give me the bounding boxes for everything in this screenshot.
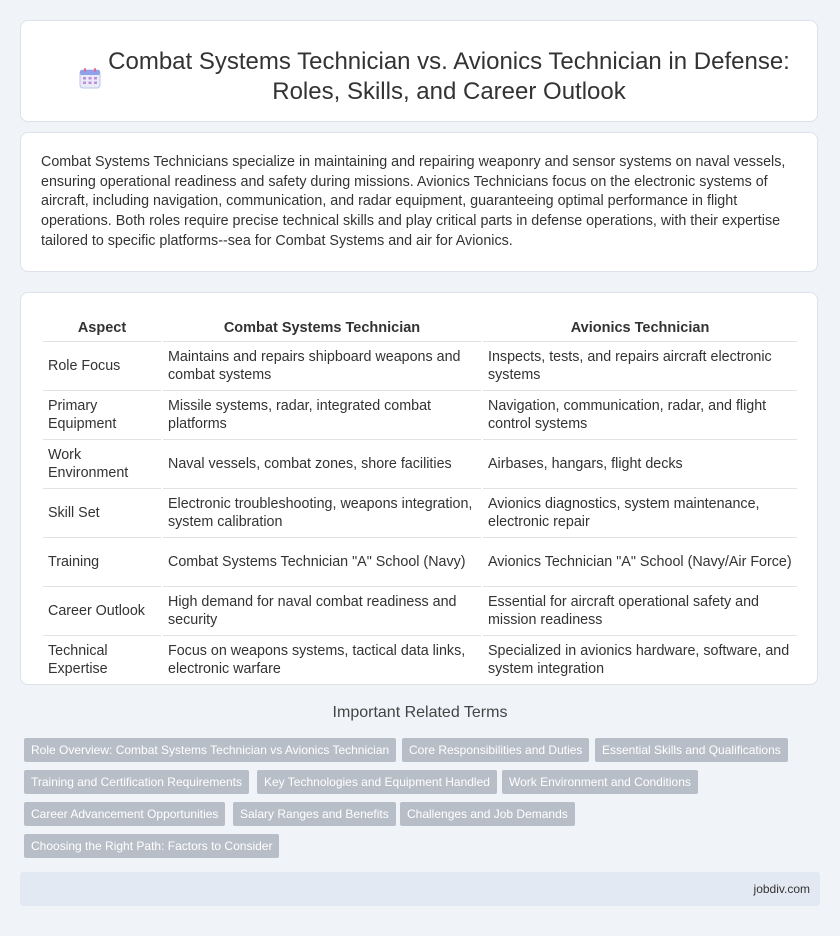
table-row: [43, 587, 797, 636]
cell-aspect: Role Focus: [43, 342, 161, 391]
cell-avionics: Inspects, tests, and repairs aircraft electronic systems: [483, 342, 797, 391]
cell-aspect: Training: [43, 538, 161, 587]
calendar-grid-icon: [79, 67, 101, 89]
cell-combat-systems: Naval vessels, combat zones, shore facilities: [163, 440, 481, 489]
cell-combat-systems: Maintains and repairs shipboard weapons and combat systems: [163, 342, 481, 391]
related-term-tag[interactable]: Key Technologies and Equipment Handled: [257, 770, 497, 794]
related-term-tag[interactable]: Choosing the Right Path: Factors to Consider: [24, 834, 279, 858]
cell-combat-systems: Combat Systems Technician "A" School (Navy): [163, 538, 481, 587]
table-header-row: [43, 311, 797, 342]
column-header-combat-systems: Combat Systems Technician: [163, 311, 481, 342]
column-header-avionics: Avionics Technician: [483, 311, 797, 342]
related-term-tag[interactable]: Challenges and Job Demands: [400, 802, 575, 826]
header-card: [20, 20, 818, 122]
cell-avionics: Avionics diagnostics, system maintenance, electronic repair: [483, 489, 797, 538]
page-title-line1: Combat Systems Technician vs. Avionics Technician in Defense:: [108, 48, 790, 75]
cell-combat-systems: Electronic troubleshooting, weapons integration, system calibration: [163, 489, 481, 538]
cell-aspect: Work Environment: [43, 440, 161, 489]
footer-site[interactable]: jobdiv.com: [753, 882, 810, 896]
comparison-table: [41, 311, 799, 685]
intro-paragraph: Combat Systems Technicians specialize in maintaining and repairing weaponry and sensor systems on naval vessels, ensuring operational readiness and safety during missions. Avionics Technicians focus on the electronic systems of aircraft, including navigation, communication, and radar equipment, guaranteeing optimal performance in flight operations. Both roles require precise technical skills and play critical parts in defense operations, with their expertise tailored to specific platforms--sea for Combat Systems and air for Avionics.: [41, 154, 786, 249]
related-term-tag[interactable]: Essential Skills and Qualifications: [595, 738, 788, 762]
cell-aspect: Career Outlook: [43, 587, 161, 636]
table-row: [43, 391, 797, 440]
cell-aspect: Primary Equipment: [43, 391, 161, 440]
table-row: [43, 636, 797, 685]
page-title: [101, 47, 797, 107]
cell-avionics: Navigation, communication, radar, and flight control systems: [483, 391, 797, 440]
related-term-tag[interactable]: Salary Ranges and Benefits: [233, 802, 396, 826]
related-term-tag[interactable]: Role Overview: Combat Systems Technician vs Avionics Technician: [24, 738, 396, 762]
intro-card: [20, 132, 818, 272]
cell-combat-systems: Missile systems, radar, integrated combat platforms: [163, 391, 481, 440]
footer: [20, 872, 820, 906]
related-term-tag[interactable]: Work Environment and Conditions: [502, 770, 698, 794]
cell-combat-systems: Focus on weapons systems, tactical data links, electronic warfare: [163, 636, 481, 685]
cell-aspect: Technical Expertise: [43, 636, 161, 685]
related-term-tag[interactable]: Training and Certification Requirements: [24, 770, 249, 794]
table-row: [43, 440, 797, 489]
cell-avionics: Airbases, hangars, flight decks: [483, 440, 797, 489]
related-term-tag[interactable]: Core Responsibilities and Duties: [402, 738, 589, 762]
cell-avionics: Avionics Technician "A" School (Navy/Air Force): [483, 538, 797, 587]
comparison-table-card: [20, 292, 818, 685]
related-term-tag[interactable]: Career Advancement Opportunities: [24, 802, 225, 826]
column-header-aspect: Aspect: [43, 311, 161, 342]
table-row: [43, 342, 797, 391]
cell-aspect: Skill Set: [43, 489, 161, 538]
cell-combat-systems: High demand for naval combat readiness and security: [163, 587, 481, 636]
page-title-line2: Roles, Skills, and Career Outlook: [272, 78, 626, 105]
table-row: [43, 489, 797, 538]
related-terms-title: Important Related Terms: [332, 704, 508, 721]
cell-avionics: Essential for aircraft operational safety and mission readiness: [483, 587, 797, 636]
cell-avionics: Specialized in avionics hardware, software, and system integration: [483, 636, 797, 685]
table-row: [43, 538, 797, 587]
